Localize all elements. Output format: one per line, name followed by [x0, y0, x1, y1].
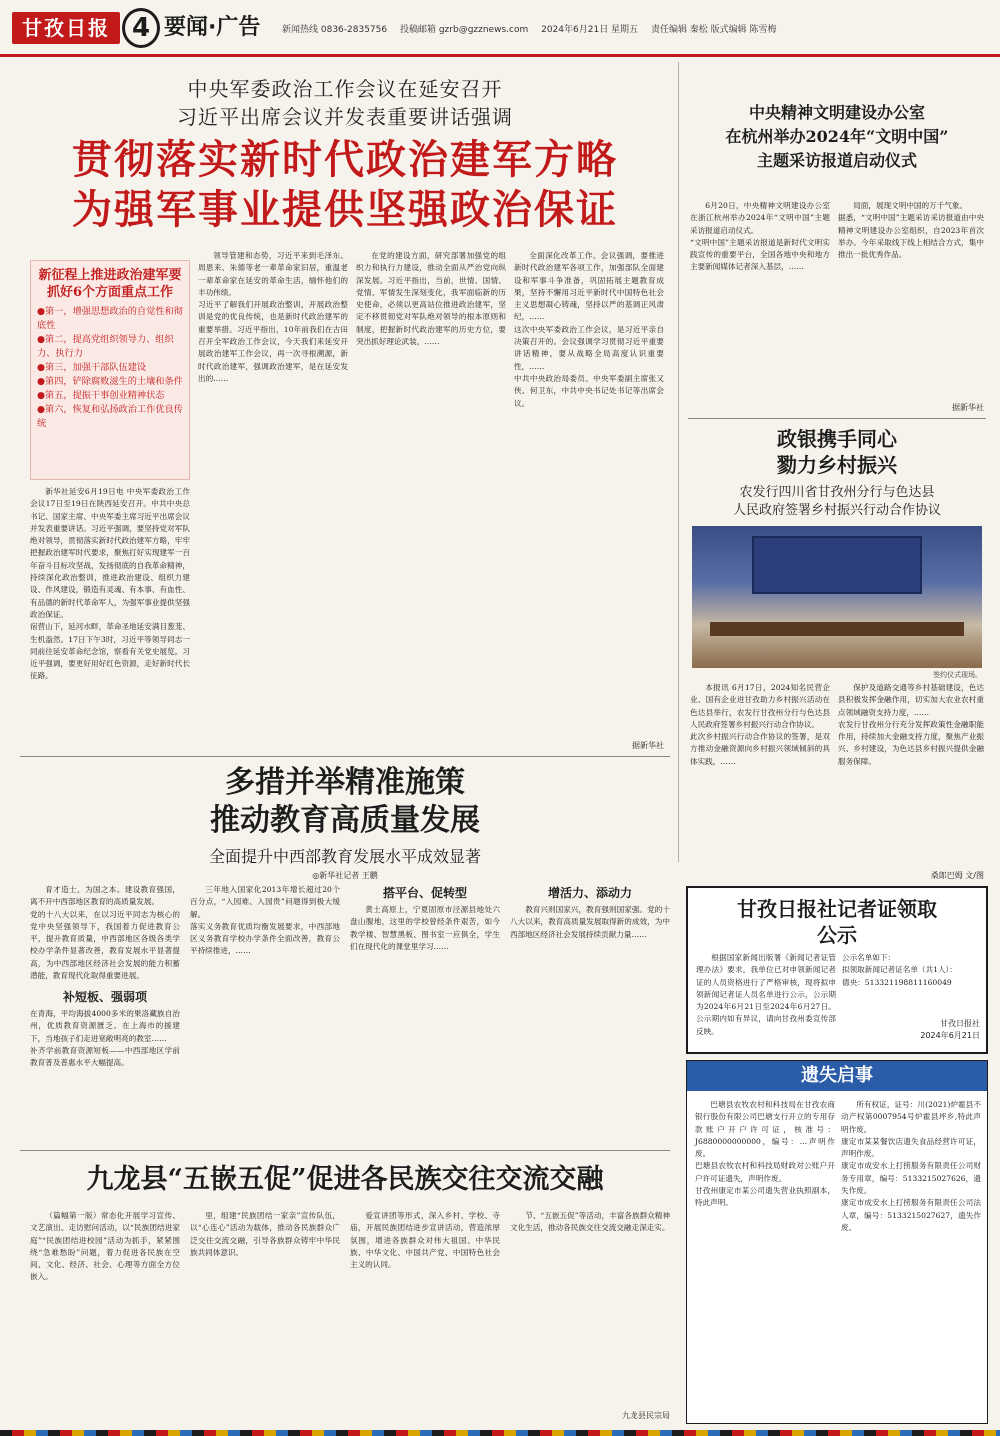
civic-body-col-2: 局面，展现文明中国的万千气象。 据悉，“文明中国”主题采访采访报道由中央精神文明建设办公室组织，自2023年首次举办。今年采取线下线上相结合方式，集中推出一批优秀作品。: [838, 201, 984, 260]
lead-body-col-1: 新华社延安6月19日电 中央军委政治工作会议17日至19日在陕西延安召开。中共中央总书记、国家主席、中央军委主席习近平出席会议并发表重要讲话。习近平强调，要坚持党对军队绝对领导，贯彻落实新时代政治建军方略，牢牢把握政治建军时代要求，聚焦打好实现建军一百年奋斗目标攻坚战，发扬彻底的自我革命精神，持续深化政治整训，推进政治建设、组织力建设、作风建设，锻造有灵魂、有本事、有血性、有品德的新时代革命军人，为强军事业提供坚强政治保证。 宿营山下，延河水畔，革命圣地延安满目葱茏、生机盎然。17日下午3时，习近平等领导同志一同前往延安革命纪念馆，察看有关党史展览。习近平强调，要更好用好红色资源，走好新时代长征路。: [30, 487, 190, 681]
edu-body-col-1b: 在青海，平均海拔4000多米的果洛藏族自治州，优质教育资源匮乏。在上海市的援建下，当地孩子们走进宽敞明亮的教室…… 补齐学前教育资源短板——中西部地区学前教育普及普惠水平大幅提高。: [30, 1009, 180, 1068]
signing-ceremony-photo: [692, 526, 982, 668]
lead-sidebar: [30, 260, 190, 480]
civic-headline-2: 在杭州举办2024年“文明中国”: [725, 127, 949, 146]
newspaper-logo: 甘孜日报: [12, 12, 120, 44]
lead-headline-2: 为强军事业提供坚强政治保证: [72, 186, 618, 233]
lead-body-col-3: 在党的建设方面，研究部署加强党的组织力和执行力建设，推动全面从严治党向纵深发展。习近平指出，当前，世情、国情、党情、军情发生深刻变化，我军面临新的历史使命，必须以更高站位推进政治建军，坚定不移贯彻党对军队绝对领导的根本原则和制度，把握新时代政治建军的历史方位，要突出抓好理论武装，……: [356, 251, 506, 347]
lead-kicker-1: 中央军委政治工作会议在延安召开: [187, 77, 503, 101]
jiulong-body-col-4: 节、“五嵌五促”等活动，丰富各族群众精神文化生活，推动各民族交往交流交融走深走实。: [510, 1211, 670, 1233]
column-divider: [678, 62, 679, 862]
signing-table: [710, 622, 964, 636]
color-calibration-strip: [0, 1430, 1000, 1436]
lead-body-col-2: 领导管建和态势，习近平来到毛泽东、周恩来、朱德等老一辈革命家旧居，重温老一辈革命家在延安的革命生活，缅怀他们的丰功伟绩。 习近平了解我们开展政治整训，开展政治整训是党的优良传统，也是新时代政治建军的重要举措。习近平指出，10年前我们在古田召开全军政治工作会议，今天我们来延安开展政治建军工作会议，再一次寻根溯源，新时代政治建军，强调政治建军，是在延安发出的……: [198, 251, 348, 383]
lead-headline-1: 贯彻落实新时代政治建军方略: [72, 136, 618, 183]
sidebar-item: ●第一，增强思想政治的自觉性和彻底性: [37, 306, 183, 331]
edu-subhead-1: 补短板、强弱项: [62, 990, 147, 1004]
civic-headline-1: 中央精神文明建设办公室: [748, 103, 925, 122]
notice-signature: 甘孜日报社: [940, 1019, 980, 1028]
rural-body-col-1: 本报讯 6月17日，2024知名民营企业、国有企业进甘孜助力乡村振兴活动在色达县举行，农发行甘孜州分行与色达县人民政府签署乡村振兴行动合作协议。 此次乡村振兴行动合作协议的签署，是双方推动金融资源向乡村振兴领域倾斜的具体实践，……: [690, 683, 830, 766]
edu-body-col-1a: 育才造士，为国之本。建设教育强国，离不开中西部地区教育的高质量发展。 党的十八大以来，在以习近平同志为核心的党中央坚强领导下，我国着力促进教育公平，提升教育质量，中西部地区各级各类学校办学条件显著改善，教育发展水平显著提高，为中西部地区经济社会发展的能力积蓄潜能，教育现代化取得重要进展。: [30, 885, 180, 981]
masthead: [0, 0, 1000, 54]
sidebar-item: ●第三，加强干部队伍建设: [37, 362, 147, 373]
civic-byline: 据新华社: [952, 403, 984, 412]
rural-subtitle-2: 人民政府签署乡村振兴行动合作协议: [732, 503, 941, 518]
edu-headline-1: 多措并举精准施策: [225, 765, 465, 800]
lost-notices-col-1: 巴塘县农牧农村和科技局在甘孜农商银行股份有限公司巴塘支行开立的专用存款账户开户许可证，核准号：J6880000000000，编号：…声明作废。 巴塘县农牧农村和科技局财政对公账户开户许可证遗失，声明作废。 甘孜州康定市某公司遗失营业执照副本，特此声明。: [695, 1100, 835, 1208]
page-number: 4: [122, 8, 160, 48]
stage-banner: [752, 536, 922, 594]
sidebar-item: ●第四，铲除腐败滋生的土壤和条件: [37, 376, 183, 387]
lost-notices-title: 遗失启事: [687, 1061, 987, 1091]
notice-title-2: 公示: [817, 923, 857, 947]
press-card-notice: [686, 886, 988, 1054]
sidebar-item: ●第二，提高党组织领导力、组织力、执行力: [37, 334, 174, 359]
header-meta: [282, 22, 787, 35]
notice-body-col-1: 根据国家新闻出版署《新闻记者证管理办法》要求，我单位已对申领新闻记者证的人员资格进行了严格审核，现将拟申领新闻记者证人员名单进行公示，公示期为2024年6月21日至2024年6月27日。公示期内如有异议，请向甘孜州委宣传部反映。: [696, 953, 836, 1036]
edu-byline: ◎新华社记者 王鹏: [312, 871, 378, 880]
edu-subhead-3: 增活力、添动力: [547, 886, 632, 900]
edu-body-col-4: 教育兴则国家兴，教育强则国家强。党的十八大以来，教育高质量发展取得新的成效，为中西部地区经济社会发展持续贡献力量……: [510, 905, 670, 939]
edu-headline-2: 推动教育高质量发展: [210, 803, 480, 838]
rural-byline: 桑郎巴姆 文/图: [930, 871, 984, 880]
notice-date: 2024年6月21日: [920, 1031, 980, 1040]
header-rule: [0, 54, 1000, 57]
edu-subhead-2: 搭平台、促转型: [382, 886, 467, 900]
rural-body-col-2: 保护及道路交通等乡村基础建设，色达县积极发挥金融作用，切实加大农业农村重点领域融资支持力度，…… 农发行甘孜州分行充分发挥政策性金融职能作用，持续加大金融支持力度，聚焦产业振兴、乡村建设，为色达县乡村振兴提供金融服务保障。: [838, 683, 984, 766]
section-divider: [20, 756, 670, 757]
civic-headline-3: 主题采访报道启动仪式: [756, 151, 917, 170]
section-title: 要闻·广告: [164, 15, 261, 40]
rural-headline-1: 政银携手同心: [777, 427, 897, 451]
jiulong-headline: 九龙县“五嵌五促”促进各民族交往交流交融: [86, 1164, 604, 1195]
section-divider: [688, 418, 986, 419]
editors: 责任编辑 秦松 版式编辑 陈雪梅: [650, 25, 777, 35]
lead-body-col-4: 全面深化改革工作。会议强调，要推进新时代政治建军各项工作，加强部队全面建设和军事斗争准备，巩固拓展主题教育成果，坚持不懈用习近平新时代中国特色社会主义思想凝心铸魂，坚持以严的基调正风肃纪，…… 这次中央军委政治工作会议，是习近平亲自决策召开的。会议强调学习贯彻习近平重要讲话精神，要从战略全局高度认识重要性，…… 中共中央政治局委员、中央军委副主席张又侠、何卫东，中共中央书记处书记等出席会议。: [514, 251, 664, 408]
issue-date: 2024年6月21日 星期五: [541, 25, 639, 35]
notice-body-col-2: 公示名单如下： 拟领取新闻记者证名单（共1人）： 德央：513321198811160049: [842, 953, 957, 987]
section-divider: [20, 1150, 670, 1151]
notice-title-1: 甘孜日报社记者证领取: [737, 897, 937, 921]
rural-headline-2: 勠力乡村振兴: [777, 453, 897, 477]
lost-notices-col-2: 所有权证，证号：川(2021)炉霍县不动产权第0007954号炉霍县坪乡,特此声明作废。 康定市某某餐饮店遗失食品经营许可证，声明作废。 康定市成安水上打捞服务有限责任公司财务专用章，编号：5133215027626，遗失作废。 康定市成安水上打捞服务有限责任公司法人章，编号：5133215027627，遗失作废。: [841, 1100, 981, 1232]
rural-subtitle-1: 农发行四川省甘孜州分行与色达县: [739, 485, 935, 500]
sidebar-title: 新征程上推进政治建军要抓好6个方面重点工作: [38, 268, 182, 300]
sidebar-item: ●第五，提振干事创业精神状态: [37, 390, 165, 401]
jiulong-body-col-1: （篇幅第一版）常态化开展学习宣传、文艺演出、走访慰问活动，以“民族团结进家庭”“民族团结进校园”活动为抓手，紧紧围绕“急难愁盼”问题，着力促进各民族在空间、文化、经济、社会、心理等方面全方位嵌入。: [30, 1211, 180, 1282]
edu-body-col-2: 三年地入国家化2013年增长超过20个百分点，“入园难、入园贵”问题得到极大缓解。 落实义务教育优质均衡发展要求，中西部地区义务教育学校办学条件全面改善，教育公平持续推进，……: [190, 885, 340, 956]
photo-caption: 签约仪式现场。: [933, 671, 982, 679]
hotline: 新闻热线 0836-2835756: [282, 25, 388, 35]
edu-subtitle: 全面提升中西部教育发展水平成效显著: [208, 847, 481, 866]
jiulong-body-col-3: 爱宣讲团等形式，深入乡村、学校、寺庙，开展民族团结进步宣讲活动，营造浓厚氛围，增进各族群众对伟大祖国、中华民族、中华文化、中国共产党、中国特色社会主义的认同。: [350, 1211, 500, 1270]
jiulong-byline: 九龙县民宗局: [622, 1411, 670, 1420]
email: 投稿邮箱 gzrb@gzznews.com: [399, 25, 529, 35]
lead-byline: 据新华社: [632, 741, 664, 750]
sidebar-item: ●第六，恢复和弘扬政治工作优良传统: [37, 404, 183, 429]
edu-body-col-3: 黄土高原上，宁夏固原市泾源县地处六盘山腹地，这里的学校曾经条件艰苦，如今教学楼、智慧黑板、图书室一应俱全，学生们在现代化的课堂里学习……: [350, 905, 500, 951]
jiulong-body-col-2: 里，组建“民族团结一家亲”宣传队伍，以“心连心”活动为载体，推动各民族群众广泛交往交流交融，引导各族群众铸牢中华民族共同体意识。: [190, 1211, 340, 1257]
lead-kicker-2: 习近平出席会议并发表重要讲话强调: [177, 105, 513, 129]
civic-body-col-1: 6月20日，中央精神文明建设办公室在浙江杭州举办2024年“文明中国”主题采访报道启动仪式。 “文明中国”主题采访报道是新时代文明实践宣传的重要平台，全国各地中央和地方主要新闻媒体记者深入基层，……: [690, 201, 830, 272]
lost-notices: [686, 1060, 988, 1424]
